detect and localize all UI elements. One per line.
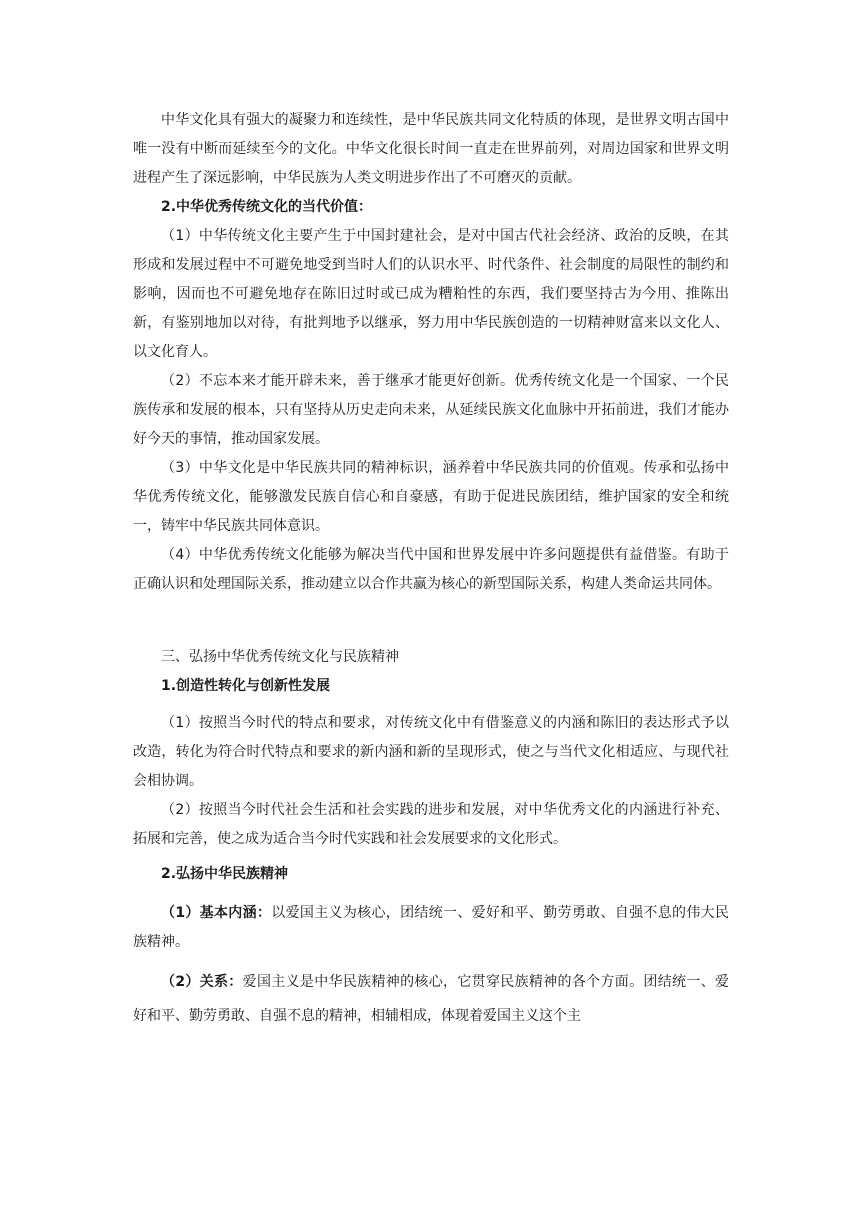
section-heading-3: 三、弘扬中华优秀传统文化与民族精神 xyxy=(161,649,399,665)
value-paragraph-4: （4）中华优秀传统文化能够为解决当代中国和世界发展中许多问题提供有益借鉴。有助于正确认识和处理国际关系，推动建立以合作共赢为核心的新型国际关系，构建人类命运共同体。 xyxy=(133,547,729,592)
spirit-paragraph-2 xyxy=(133,965,729,1033)
spirit-text-1: 以爱国主义为核心，团结统一、爱好和平、勤劳勇敢、自强不息的伟大民族精神。 xyxy=(133,905,730,950)
subheading-creative-transformation: 1.创造性转化与创新性发展 xyxy=(161,678,331,694)
spirit-label-2: （2）关系： xyxy=(161,974,243,990)
value-paragraph-2: （2）不忘本来才能开辟未来，善于继承才能更好创新。优秀传统文化是一个国家、一个民族传承和发展的根本，只有坚持从历史走向未来，从延续民族文化血脉中开拓前进，我们才能办好今天的事情，推动国家发展。 xyxy=(133,373,729,447)
document-body xyxy=(133,106,729,1033)
subheading-national-spirit: 2.弘扬中华民族精神 xyxy=(161,866,289,882)
intro-paragraph: 中华文化具有强大的凝聚力和连续性，是中华民族共同文化特质的体现，是世界文明古国中唯一没有中断而延续至今的文化。中华文化很长时间一直走在世界前列，对周边国家和世界文明进程产生了深远影响，中华民族为人类文明进步作出了不可磨灭的贡献。 xyxy=(133,112,729,186)
heading-contemporary-value: 2.中华优秀传统文化的当代价值： xyxy=(161,199,373,215)
spirit-paragraph-1 xyxy=(133,899,729,957)
value-paragraph-3: （3）中华文化是中华民族共同的精神标识，涵养着中华民族共同的价值观。传承和弘扬中华优秀传统文化，能够激发民族自信心和自豪感，有助于促进民族团结，维护国家的安全和统一，铸牢中华民族共同体意识。 xyxy=(133,460,729,534)
transformation-paragraph-2: （2）按照当今时代社会生活和社会实践的进步和发展，对中华优秀文化的内涵进行补充、拓展和完善，使之成为适合当今时代实践和社会发展要求的文化形式。 xyxy=(133,802,729,847)
value-paragraph-1: （1）中华传统文化主要产生于中国封建社会，是对中国古代社会经济、政治的反映，在其形成和发展过程中不可避免地受到当时人们的认识水平、时代条件、社会制度的局限性的制约和影响，因而也不可避免地存在陈旧过时或已成为糟粕性的东西，我们要坚持古为今用、推陈出新，有鉴别地加以对待，有批判地予以继承，努力用中华民族创造的一切精神财富来以文化人、以文化育人。 xyxy=(133,228,729,360)
transformation-paragraph-1: （1）按照当今时代的特点和要求，对传统文化中有借鉴意义的内涵和陈旧的表达形式予以改造，转化为符合时代特点和要求的新内涵和新的呈现形式，使之与当代文化相适应、与现代社会相协调。 xyxy=(133,715,729,789)
spirit-text-2: 爱国主义是中华民族精神的核心，它贯穿民族精神的各个方面。团结统一、爱好和平、勤劳勇敢、自强不息的精神，相辅相成，体现着爱国主义这个主 xyxy=(133,974,730,1024)
spirit-label-1: （1）基本内涵： xyxy=(161,905,272,921)
